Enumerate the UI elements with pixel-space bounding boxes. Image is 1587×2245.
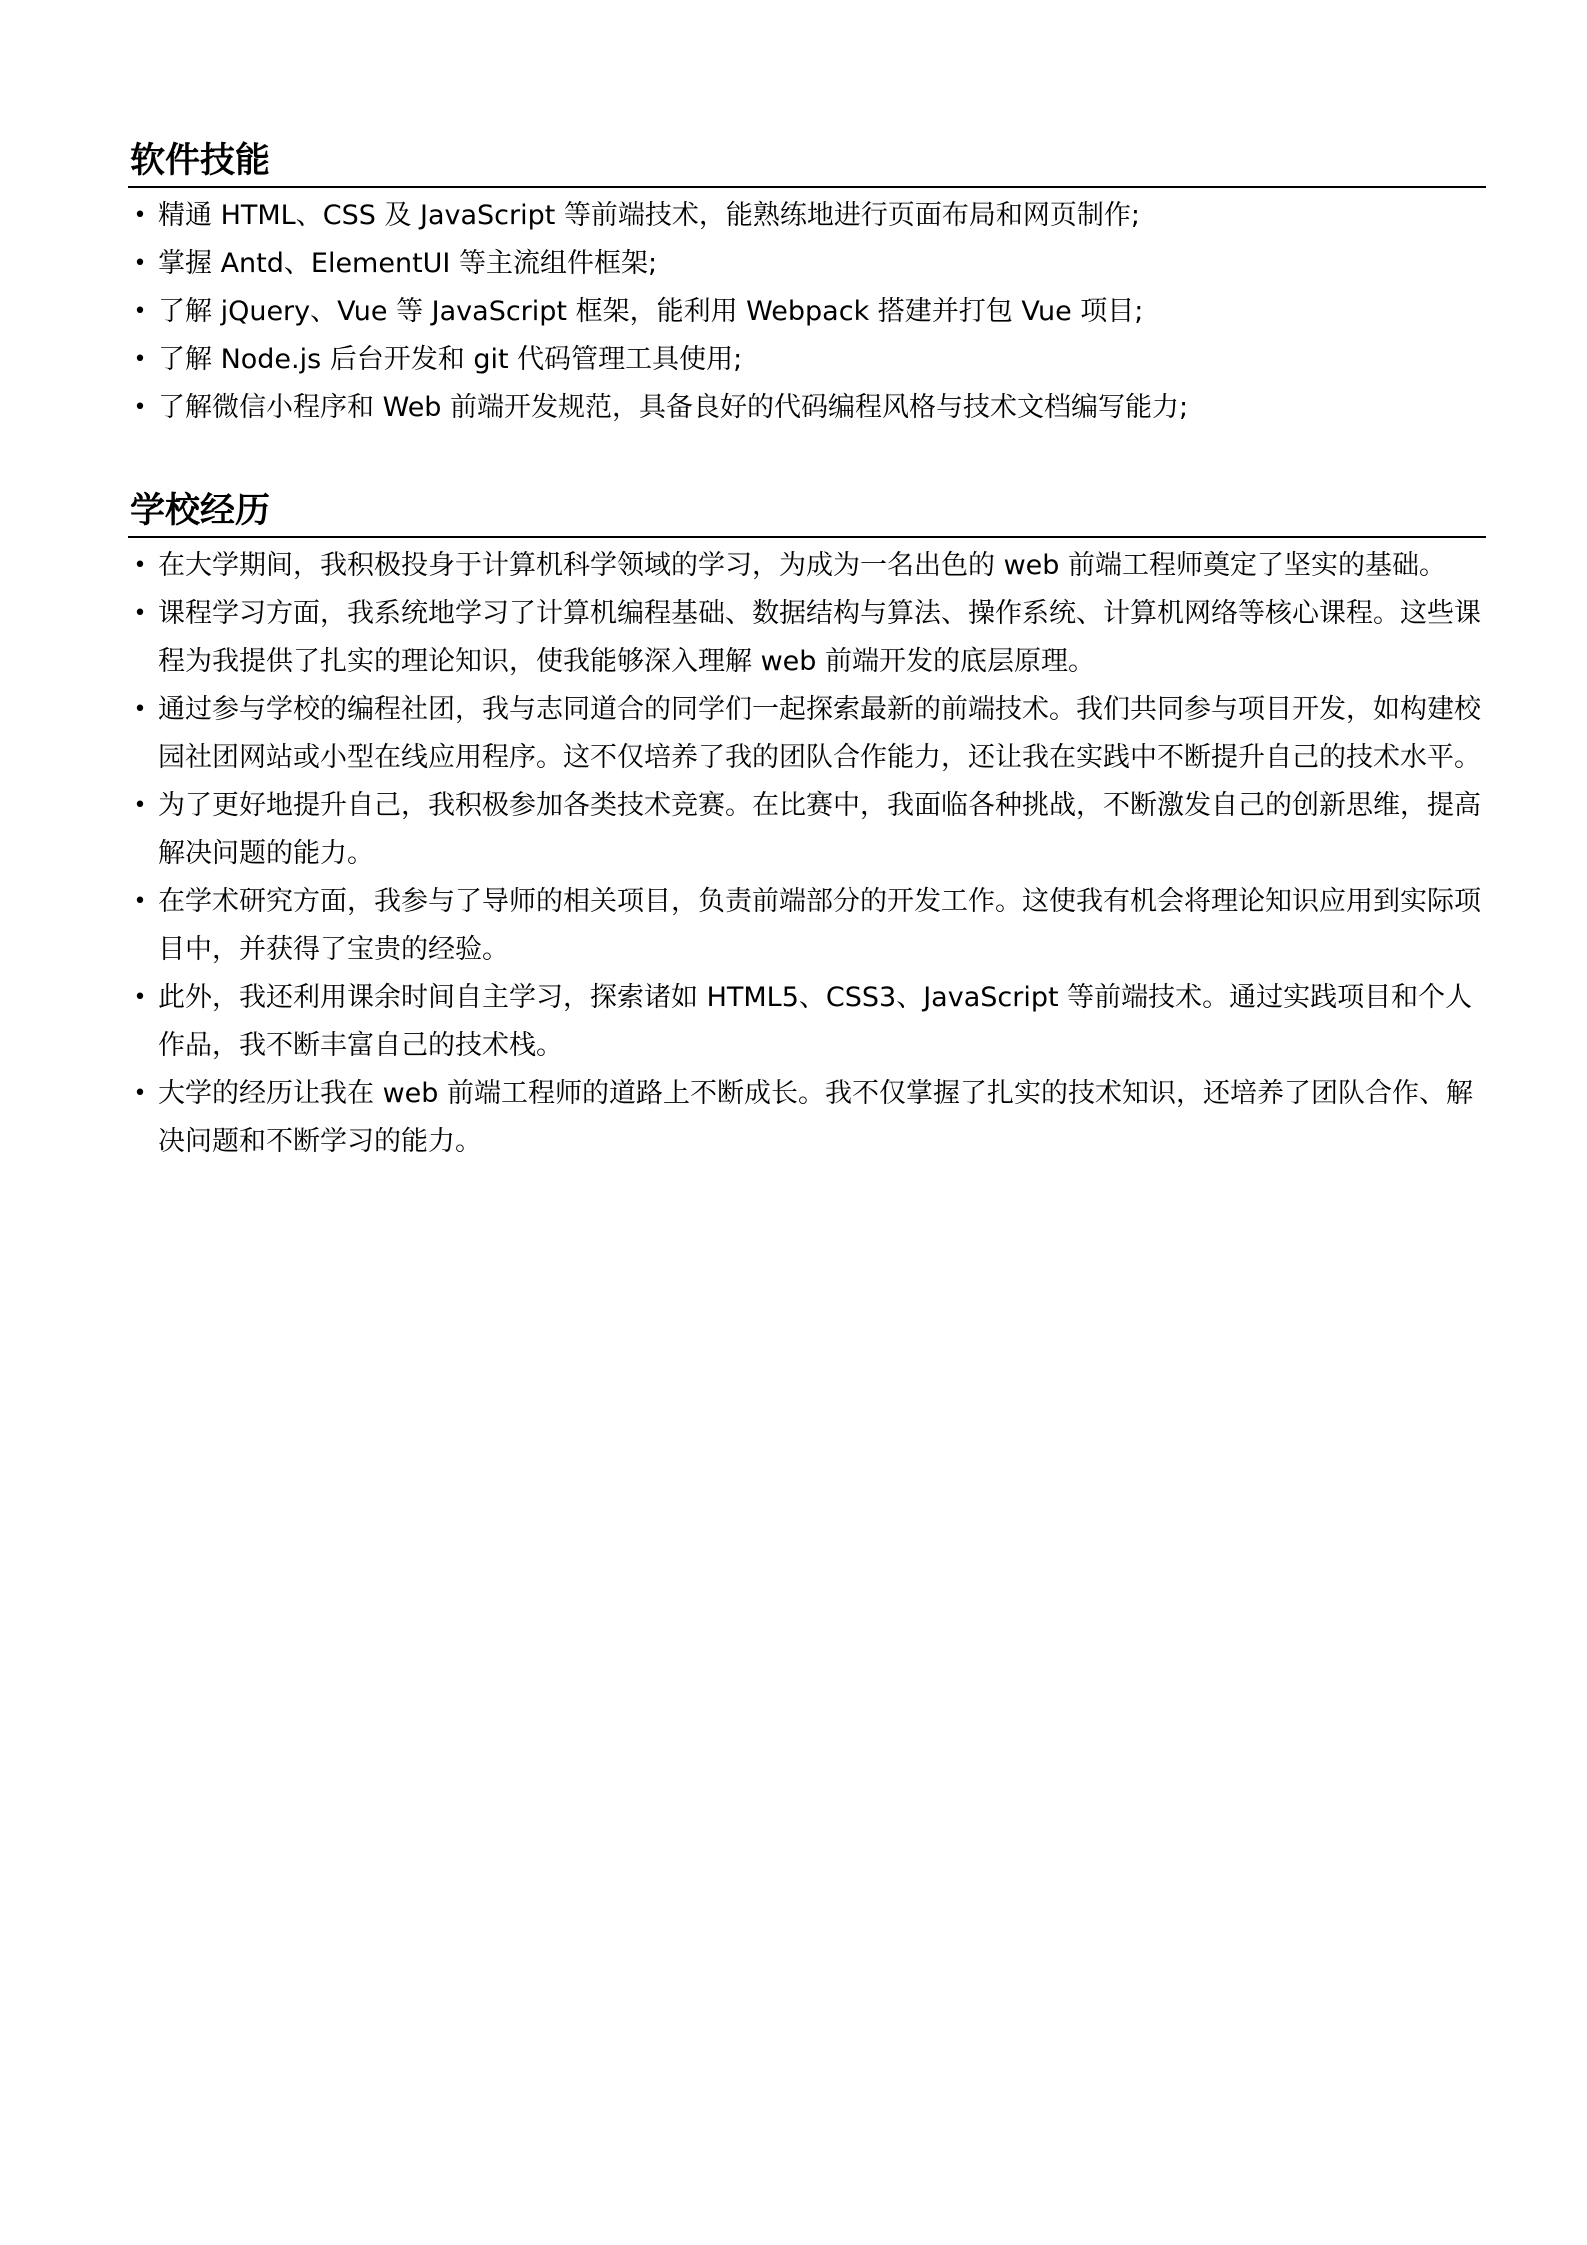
list-item [128,878,1486,974]
section-title-skills: 软件技能 [130,141,271,181]
list-item [128,686,1486,782]
list-item [128,384,1486,432]
list-item-text: 了解 Node.js 后台开发和 git 代码管理工具使用; [158,344,743,375]
bullet-icon: • [133,985,147,1010]
list-item [128,782,1486,878]
bullet-icon: • [133,601,147,626]
bullet-icon: • [133,203,147,228]
bullet-icon: • [133,793,147,818]
bullet-icon: • [133,347,147,372]
list-item-text: 了解微信小程序和 Web 前端开发规范，具备良好的代码编程风格与技术文档编写能力; [158,392,1189,423]
section-divider [128,536,1486,538]
bullet-icon: • [133,299,147,324]
bullet-icon: • [133,889,147,914]
list-item-text: 为了更好地提升自己，我积极参加各类技术竞赛。在比赛中，我面临各种挑战，不断激发自己的创新思维，提高解决问题的能力。 [158,790,1481,869]
bullet-icon: • [133,553,147,578]
bullet-icon: • [133,1081,147,1106]
bullet-icon: • [133,251,147,276]
list-item [128,192,1486,240]
list-item-text: 在学术研究方面，我参与了导师的相关项目，负责前端部分的开发工作。这使我有机会将理论知识应用到实际项目中，并获得了宝贵的经验。 [158,886,1481,965]
bullet-icon: • [133,697,147,722]
list-item [128,542,1486,590]
list-item [128,240,1486,288]
list-item-text: 通过参与学校的编程社团，我与志同道合的同学们一起探索最新的前端技术。我们共同参与项目开发，如构建校园社团网站或小型在线应用程序。这不仅培养了我的团队合作能力，还让我在实践中不断提升自己的技术水平。 [158,694,1481,773]
school-experience-section [128,488,1486,1166]
list-item-text: 在大学期间，我积极投身于计算机科学领域的学习，为成为一名出色的 web 前端工程师奠定了坚实的基础。 [158,550,1446,581]
list-item-text: 精通 HTML、CSS 及 JavaScript 等前端技术，能熟练地进行页面布局和网页制作; [158,200,1141,231]
list-item [128,288,1486,336]
list-item-text: 掌握 Antd、ElementUI 等主流组件框架; [158,248,658,279]
software-skills-section [128,138,1486,432]
list-item [128,336,1486,384]
section-divider [128,186,1486,188]
skills-list [128,192,1486,432]
list-item [128,590,1486,686]
list-item [128,974,1486,1070]
list-item-text: 了解 jQuery、Vue 等 JavaScript 框架，能利用 Webpack 搭建并打包 Vue 项目; [158,296,1144,327]
bullet-icon: • [133,395,147,420]
school-list [128,542,1486,1166]
list-item-text: 课程学习方面，我系统地学习了计算机编程基础、数据结构与算法、操作系统、计算机网络等核心课程。这些课程为我提供了扎实的理论知识，使我能够深入理解 web 前端开发的底层原理。 [158,598,1481,677]
section-title-school: 学校经历 [130,491,271,531]
list-item [128,1070,1486,1166]
list-item-text: 此外，我还利用课余时间自主学习，探索诸如 HTML5、CSS3、JavaScript 等前端技术。通过实践项目和个人作品，我不断丰富自己的技术栈。 [158,982,1473,1061]
list-item-text: 大学的经历让我在 web 前端工程师的道路上不断成长。我不仅掌握了扎实的技术知识，还培养了团队合作、解决问题和不断学习的能力。 [158,1078,1473,1157]
